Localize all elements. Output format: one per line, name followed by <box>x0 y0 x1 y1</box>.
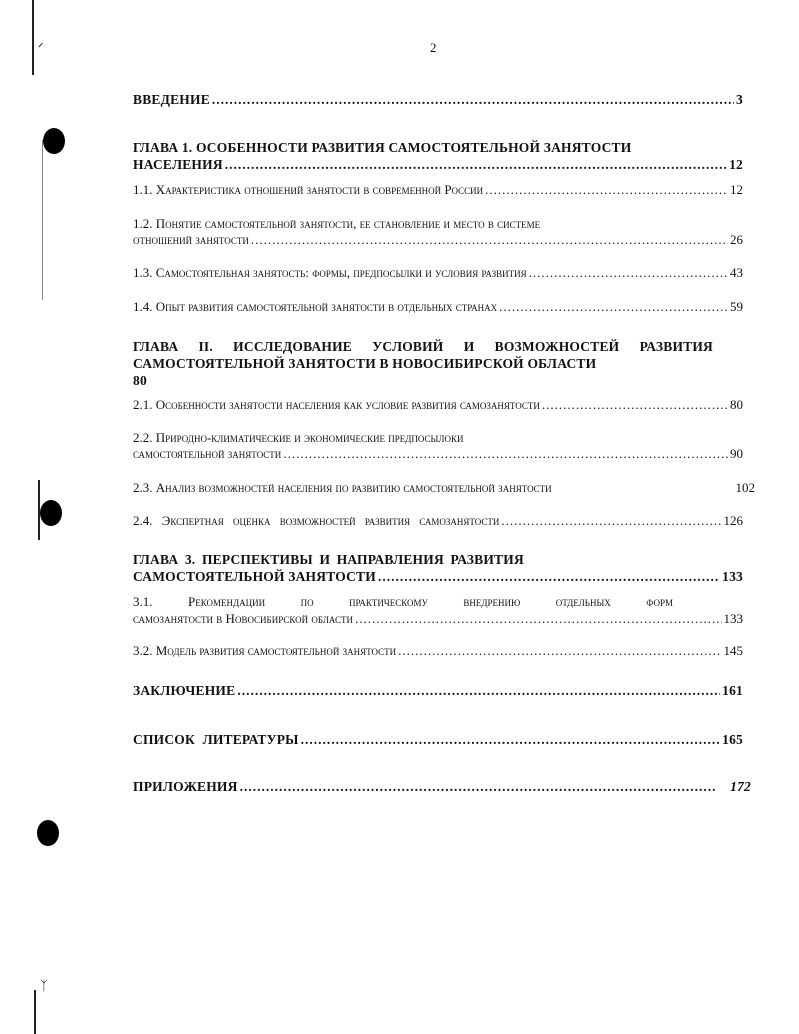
toc-subentry <box>133 265 743 281</box>
toc-entry-page: 80 <box>730 397 743 412</box>
chapter-title-end <box>133 157 743 173</box>
leader-dots <box>501 513 721 529</box>
leader-dots <box>212 92 734 108</box>
leader-dots <box>529 265 728 281</box>
toc-entry-page: 133 <box>722 569 743 584</box>
toc-subentry <box>133 643 743 659</box>
toc-entry-page: 3 <box>736 92 743 107</box>
chapter-title-line: НАСЕЛЕНИЯ <box>133 157 223 172</box>
toc-subentry <box>133 611 743 627</box>
toc-entry-page: 59 <box>730 299 743 314</box>
toc-entry-title: ПРИЛОЖЕНИЯ <box>133 779 238 794</box>
toc-subentry <box>133 513 743 529</box>
leader-dots <box>542 397 728 413</box>
toc-subentry-title: отношений занятости <box>133 232 249 247</box>
chapter-title-line: САМОСТОЯТЕЛЬНОЙ ЗАНЯТОСТИ В НОВОСИБИРСКОЙ ОБЛАСТИ <box>133 356 597 371</box>
leader-dots <box>283 446 728 462</box>
page-number: 2 <box>430 40 437 55</box>
leader-dots <box>301 732 721 748</box>
toc-subentry <box>133 182 743 198</box>
toc-entry-title: ЗАКЛЮЧЕНИЕ <box>133 683 236 698</box>
toc-entry-page: 126 <box>723 513 743 528</box>
toc-subentry <box>133 480 755 496</box>
toc-entry-page: 43 <box>730 265 743 280</box>
toc-subentry-title: 1.4. Опыт развития самостоятельной занятости в отдельных странах <box>133 299 498 314</box>
chapter-title-line: САМОСТОЯТЕЛЬНОЙ ЗАНЯТОСТИ <box>133 569 376 584</box>
toc-entry-conclusion <box>133 683 743 699</box>
toc-entry-title: СПИСОК ЛИТЕРАТУРЫ <box>133 732 299 747</box>
leader-dots <box>398 643 721 659</box>
toc-subentry-title: 1.3. Самостоятельная занятость: формы, предпосылки и условия развития <box>133 265 527 280</box>
leader-dots <box>251 232 728 248</box>
toc-entry-page: 133 <box>723 611 743 626</box>
toc-subentry-title: 2.3. Анализ возможностей населения по развитию самостоятельной занятости <box>133 480 552 495</box>
chapter-title: ГЛАВА 3. ПЕРСПЕКТИВЫ И НАПРАВЛЕНИЯ РАЗВИТИЯ <box>133 552 524 567</box>
toc-entry-page: 12 <box>730 182 743 197</box>
toc-subentry-title: 2.2. Природно-климатические и экономические предпосылоки <box>133 430 464 445</box>
toc-subentry-title: самостоятельной занятости <box>133 446 282 461</box>
toc-subentry-title: самозанятости в Новосибирской области <box>133 611 353 626</box>
toc-subentry <box>133 446 743 462</box>
toc-subentry-title: 2.4. Экспертная оценка возможностей развития самозанятости <box>133 513 500 528</box>
toc-subentry <box>133 232 743 248</box>
toc-subentry-title: 2.1. Особенности занятости населения как условие развития самозанятости <box>133 397 540 412</box>
toc-entry-page: 12 <box>729 157 743 172</box>
leader-dots <box>485 182 728 198</box>
toc-entry-appendix <box>133 779 751 795</box>
toc-subentry-title: 3.1. Рекомендации по практическому внедрению отдельных форм <box>133 594 673 609</box>
toc-entry-page: 26 <box>730 232 743 247</box>
leader-dots <box>237 683 720 699</box>
leader-dots <box>225 157 727 173</box>
toc-subentry <box>133 299 743 315</box>
leader-dots <box>355 611 722 627</box>
toc-subentry-title: 1.2. Понятие самостоятельной занятости, ее становление и место в системе <box>133 216 541 231</box>
toc-entry-page: 80 <box>133 373 147 388</box>
leader-dots <box>378 569 720 585</box>
chapter-title: ГЛАВА II. ИССЛЕДОВАНИЕ УСЛОВИЙ И ВОЗМОЖНОСТЕЙ РАЗВИТИЯ <box>133 339 713 354</box>
toc-entry-page: 161 <box>722 683 743 698</box>
leader-dots <box>240 779 717 795</box>
toc-entry-page: 102 <box>735 480 755 495</box>
chapter-title-end <box>133 569 743 585</box>
toc-entry-page: 90 <box>730 446 743 461</box>
toc-entry-page: 172 <box>730 779 751 794</box>
scan-mark: ᛉ <box>40 978 48 993</box>
chapter-title: ГЛАВА 1. ОСОБЕННОСТИ РАЗВИТИЯ САМОСТОЯТЕЛЬНОЙ ЗАНЯТОСТИ <box>133 140 632 155</box>
toc-entry-page: 165 <box>722 732 743 747</box>
toc-subentry <box>133 397 743 413</box>
scan-mark: ᐟ <box>38 40 44 55</box>
toc-entry-intro <box>133 92 743 108</box>
toc-entry-title: ВВЕДЕНИЕ <box>133 92 210 107</box>
leader-dots <box>499 299 728 315</box>
toc-entry-page: 145 <box>723 643 743 658</box>
toc-subentry-title: 3.2. Модель развития самостоятельной занятости <box>133 643 397 658</box>
toc-subentry-title: 1.1. Характеристика отношений занятости в современной России <box>133 182 484 197</box>
toc-entry-literature <box>133 732 743 748</box>
